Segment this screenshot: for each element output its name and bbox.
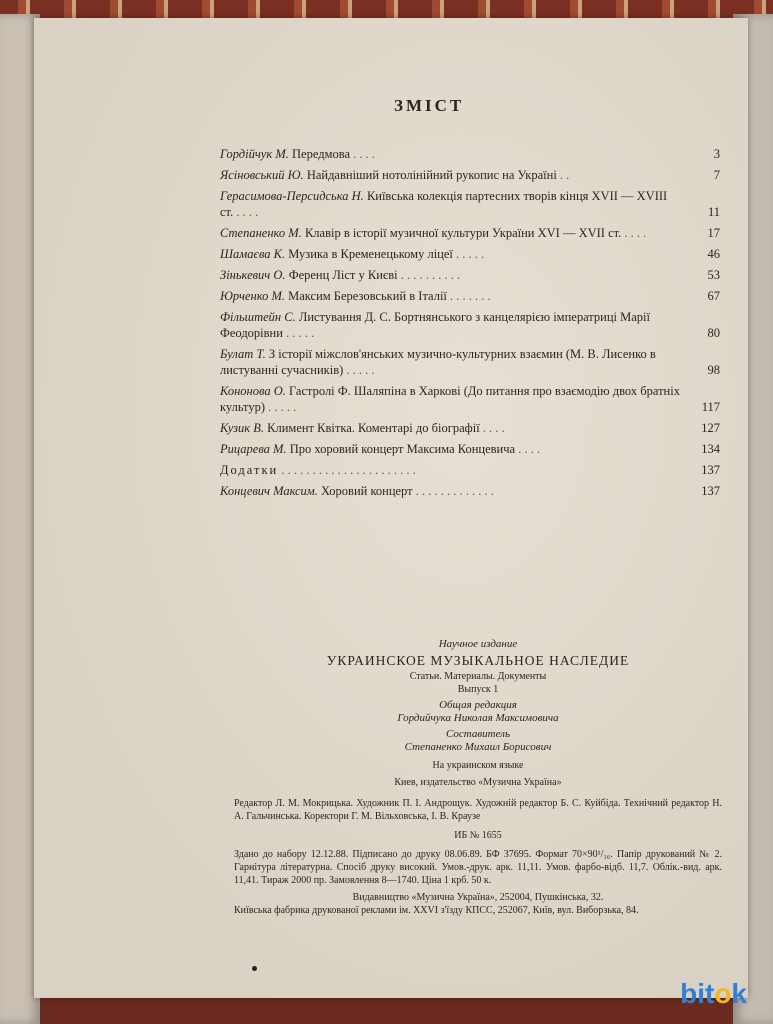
toc-author: Кононова О. xyxy=(220,384,286,398)
toc-entry-title: Листування Д. С. Бортнянського з канцелярією імператриці Марії Феодорівни xyxy=(220,310,650,340)
toc-page-number: 80 xyxy=(707,326,720,340)
toc-page-number: 137 xyxy=(701,463,720,477)
toc-page-number: 7 xyxy=(713,168,720,182)
toc-leader: . . . . . . . . . . xyxy=(400,268,461,282)
toc-leader: . . . . xyxy=(482,421,505,435)
toc-author: Степаненко М. xyxy=(220,226,302,240)
issue-number: Выпуск 1 xyxy=(457,684,499,695)
toc-author: Герасимова-Персидська Н. xyxy=(220,189,364,203)
compiler: Степаненко Михаил Борисович xyxy=(404,741,552,753)
toc-entry xyxy=(220,267,720,283)
toc-leader: . . . . xyxy=(518,442,541,456)
toc-entry-title: Максим Березовський в Італії xyxy=(288,289,447,303)
printer-info: Київська фабрика друкованої реклами ім. XXVI з'їзду КПСС, 252067, Київ, вул. Виборзька, 84. xyxy=(234,905,639,916)
toc-author: Концевич Максим. xyxy=(220,484,318,498)
toc-page-number: 127 xyxy=(701,421,720,435)
toc-author: Гордійчук М. xyxy=(220,147,289,161)
toc-leader: . . . . xyxy=(236,205,259,219)
toc-entry-title: Про хоровий концерт Максима Концевича xyxy=(289,442,516,456)
book-title: УКРАИНСКОЕ МУЗЫКАЛЬНОЕ НАСЛЕДИЕ xyxy=(326,653,630,668)
general-editor: Гордийчука Николая Максимовича xyxy=(397,712,559,724)
print-details: Здано до набору 12.12.88. Підписано до друку 08.06.89. БФ 37695. Формат 70×90¹/₁₆. Папір друкований № 2. Гарнітура літературна. Спосіб друку високий. Умов.-друк. арк. 11,11. Умов. фарбо-відб. 11,7. Облік.-вид. арк. 11,41. Тираж 2000 пр. Замовлення 8—1740. Ціна 1 крб. 50 к. xyxy=(234,849,722,886)
edition-type: Научное издание xyxy=(438,638,518,650)
watermark-suffix: k xyxy=(731,978,747,1009)
toc-entry xyxy=(220,441,720,457)
toc-page-number: 11 xyxy=(707,205,720,219)
book-page xyxy=(34,18,748,998)
toc-leader: . . . . . xyxy=(346,363,375,377)
compiler-label: Составитель xyxy=(445,728,510,740)
toc-entry-title: З історії міжслов'янських музично-культурних взаємин (М. В. Лисенко в листуванні сучасників) xyxy=(220,347,656,377)
toc-author: Зінькевич О. xyxy=(220,268,286,282)
toc-author: Юрченко М. xyxy=(220,289,285,303)
toc-page-number: 53 xyxy=(707,268,720,282)
toc-page-number: 17 xyxy=(707,226,720,240)
toc-author: Кузик В. xyxy=(220,421,265,435)
toc-entry xyxy=(220,309,720,341)
toc-entry xyxy=(220,146,720,162)
toc-page-number: 137 xyxy=(701,484,720,498)
toc-leader: . . xyxy=(559,168,570,182)
toc-leader: . . . . . . . . . . . . . xyxy=(415,484,494,498)
toc-author: Рицарева М. xyxy=(220,442,287,456)
toc-entry-title: Додатки xyxy=(220,463,279,477)
toc-entry xyxy=(220,462,720,478)
toc-entry xyxy=(220,225,720,241)
toc-leader: . . . . . . . . . . . . . . . . . . . . . . xyxy=(281,463,416,477)
toc-page-number: 98 xyxy=(707,363,720,377)
general-editor-label: Общая редакция xyxy=(439,699,517,711)
toc-entry xyxy=(220,383,720,415)
publisher-line: Киев, издательство «Музична Україна» xyxy=(394,777,562,788)
toc-entry-title: Клавір в історії музичної культури України XVI — XVII ст. xyxy=(304,226,622,240)
ib-number: ИБ № 1655 xyxy=(454,830,502,841)
toc-page-number: 67 xyxy=(707,289,720,303)
toc-leader: . . . . . xyxy=(286,326,315,340)
toc-author: Ясіновський Ю. xyxy=(220,168,304,182)
toc-entry xyxy=(220,167,720,183)
toc-author: Булат Т. xyxy=(220,347,266,361)
publisher-address: Видавництво «Музична Україна», 252004, Пушкінська, 32. xyxy=(352,892,604,903)
book-subtitle: Статьи. Материалы. Документы xyxy=(409,671,547,682)
toc-page-number: 117 xyxy=(701,400,720,414)
toc-leader: . . . . . xyxy=(456,247,485,261)
ink-dot xyxy=(252,966,257,971)
toc-author: Фільштейн С. xyxy=(220,310,296,324)
imprint-block xyxy=(234,638,722,917)
toc-entry-title: Найдавніший нотолінійний рукопис на Україні xyxy=(306,168,557,182)
toc-entry-title: Гастролі Ф. Шаляпіна в Харкові (До питання про взаємодію двох братніх культур) xyxy=(220,384,680,414)
watermark-o: o xyxy=(714,978,732,1009)
credits: Редактор Л. М. Мокрицька. Художник П. І. Андрощук. Художній редактор Б. С. Куйбіда. Технічний редактор Н. А. Гальчинська. Коректори Г. М. Вільховська, І. В. Краузе xyxy=(234,798,722,822)
toc-leader: . . . . xyxy=(353,147,376,161)
watermark-prefix: bit xyxy=(680,978,715,1009)
toc-entry-title: Передмова xyxy=(292,147,351,161)
toc-page-number: 46 xyxy=(707,247,720,261)
toc-entry-title: Київська колекція партесних творів кінця XVII — XVIII ст. xyxy=(220,189,668,219)
toc-entry xyxy=(220,420,720,436)
toc-entry xyxy=(220,188,720,220)
toc-leader: . . . . . xyxy=(268,400,297,414)
toc-entry xyxy=(220,346,720,378)
table-of-contents xyxy=(220,146,720,504)
toc-leader: . . . . xyxy=(624,226,647,240)
watermark-logo xyxy=(680,978,747,1010)
toc-page-number: 3 xyxy=(713,147,720,161)
toc-entry-title: Музика в Кременецькому ліцеї xyxy=(288,247,453,261)
toc-entry-title: Климент Квітка. Коментарі до біографії xyxy=(267,421,480,435)
toc-entry xyxy=(220,246,720,262)
toc-entry-title: Хоровий концерт xyxy=(321,484,413,498)
toc-title: ЗМІСТ xyxy=(394,96,465,115)
toc-page-number: 134 xyxy=(701,442,720,456)
toc-leader: . . . . . . . xyxy=(450,289,491,303)
toc-author: Шамаєва К. xyxy=(220,247,286,261)
toc-entry-title: Ференц Ліст у Києві xyxy=(288,268,398,282)
toc-entry xyxy=(220,288,720,304)
language-note: На украинском языке xyxy=(432,760,524,771)
toc-entry xyxy=(220,483,720,499)
